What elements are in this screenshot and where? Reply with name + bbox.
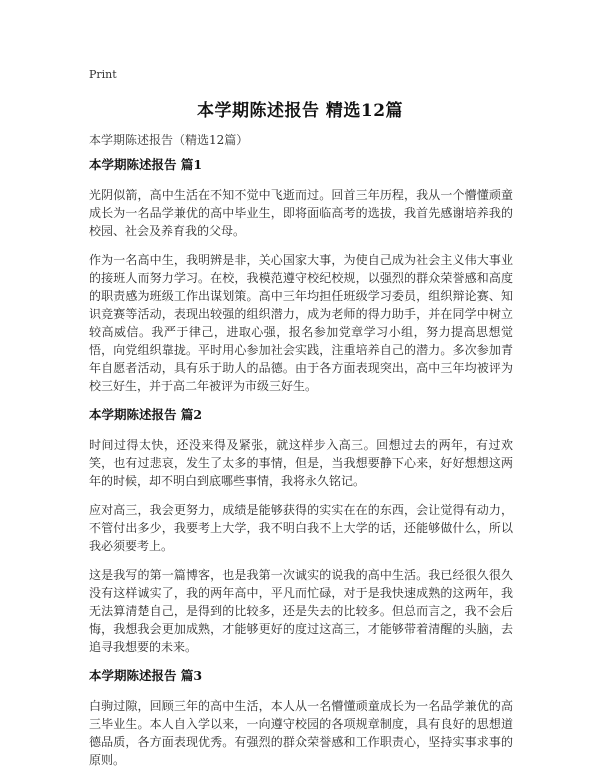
paragraph: 时间过得太快，还没来得及紧张，就这样步入高三。回想过去的两年，有过欢笑，也有过悲哀，发生了太多的事情，但是，当我想要静下心来，好好想想这两年的时候，却不明白到底哪些事情，我将永久铭记。 [89,438,513,488]
print-link[interactable]: Print [89,68,117,81]
document-body [89,156,513,780]
document-subtitle: 本学期陈述报告（精选12篇） [89,133,249,147]
paragraph: 这是我写的第一篇博客，也是我第一次诚实的说我的高中生活。我已经很久很久没有这样诚实了，我的两年高中，平凡而忙碌，对于是我快速成熟的这两年，我无法算清楚自己，是得到的比较多，还是失去的比较多。但总而言之，我不会后悔，我想我会更加成熟，才能够更好的度过这高三，才能够带着清醒的头脑，去追寻我想要的未来。 [89,568,513,654]
section-2 [89,406,513,656]
paragraph: 作为一名高中生，我明辨是非，关心国家大事，为使自己成为社会主义伟大事业的接班人而努力学习。在校，我模范遵守校纪校规，以强烈的群众荣誉感和高度的职责感为班级工作出谋划策。高中三年均担任班级学习委员，组织辩论赛、知识竞赛等活动，表现出较强的组织潜力，成为老师的得力助手，并在同学中树立较高威信。我严于律己，进取心强，报名参加党章学习小组，努力提高思想觉悟，向党组织靠拢。平时用心参加社会实践，注重培养自己的潜力。多次参加青年自愿者活动，具有乐于助人的品德。由于各方面表现突出，高中三年均被评为校三好生，并于高二年被评为市级三好生。 [89,253,513,393]
section-heading: 本学期陈述报告 篇1 [89,157,203,172]
section-heading: 本学期陈述报告 篇2 [89,407,203,422]
section-1 [89,156,513,395]
section-3 [89,667,513,769]
page-title: 本学期陈述报告 精选12篇 [196,101,404,121]
section-heading: 本学期陈述报告 篇3 [89,668,203,683]
paragraph: 应对高三，我会更努力，成绩是能够获得的实实在在的东西，会让觉得有动力，不管付出多少，我要考上大学，我不明白我不上大学的话，还能够做什么，所以我必须要考上。 [89,503,513,553]
paragraph: 白驹过隙，回顾三年的高中生活，本人从一名懵懂顽童成长为一名品学兼优的高三毕业生。本人自入学以来，一向遵守校园的各项规章制度，具有良好的思想道德品质，各方面表现优秀。有强烈的群众荣誉感和工作职责心，坚持实事求事的原则。 [89,699,513,767]
paragraph: 光阴似箭，高中生活在不知不觉中飞逝而过。回首三年历程，我从一个懵懂顽童成长为一名品学兼优的高中毕业生，即将面临高考的选拔，我首先感谢培养我的校园、社会及养育我的父母。 [89,188,513,238]
